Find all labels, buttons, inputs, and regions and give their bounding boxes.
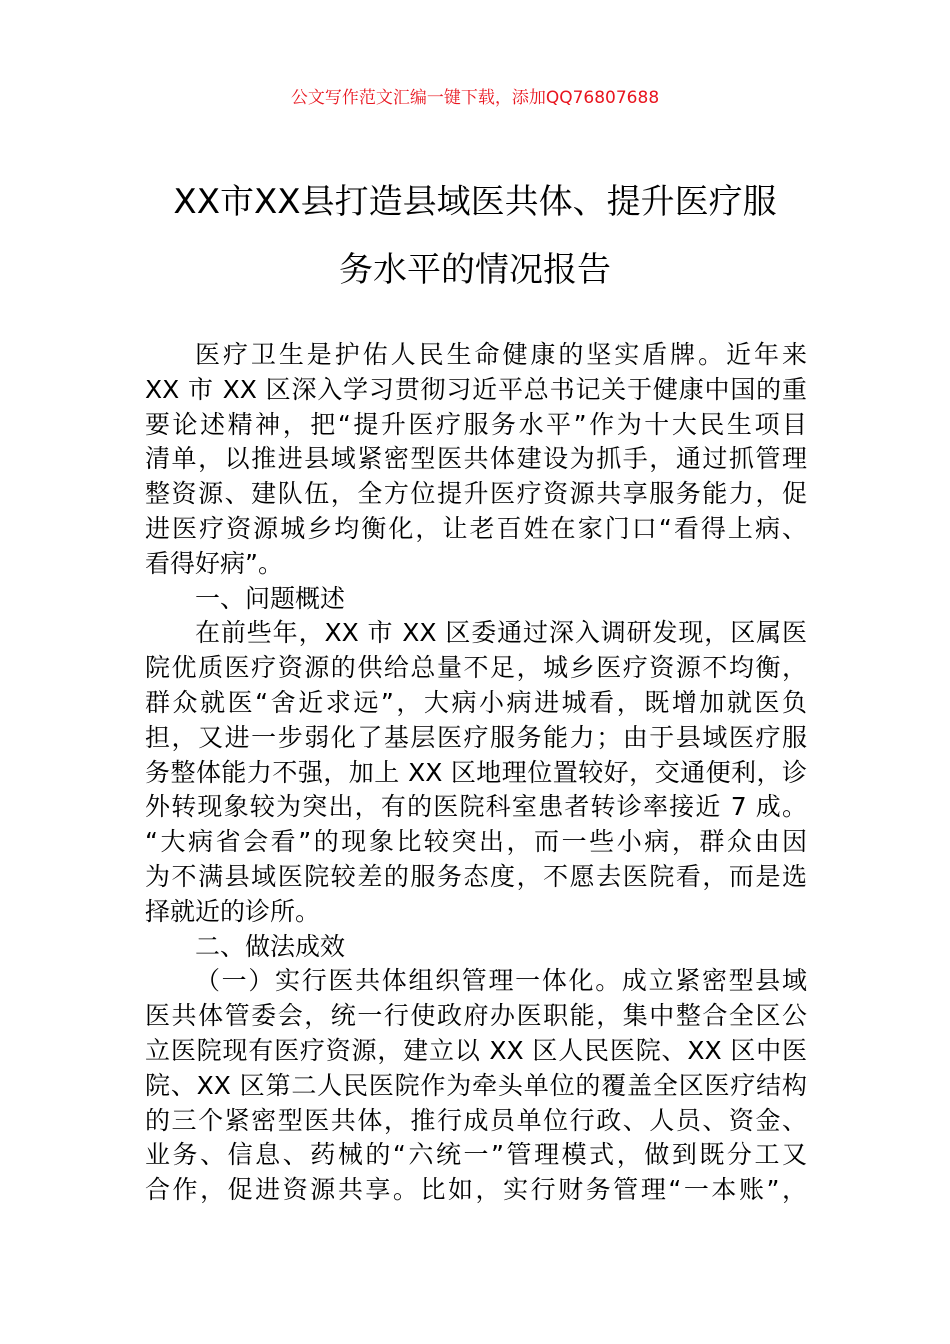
body-line: 务整体能力不强，加上 XX 区地理位置较好，交通便利，诊 <box>145 757 807 787</box>
document-title-line-2: 务水平的情况报告 <box>339 250 611 290</box>
body-line: 担，又进一步弱化了基层医疗服务能力；由于县域医疗服 <box>145 722 807 752</box>
body-line: 的三个紧密型医共体，推行成员单位行政、人员、资金、 <box>145 1105 807 1135</box>
body-line: 要论述精神，把“提升医疗服务水平”作为十大民生项目 <box>145 409 807 439</box>
body-line: 在前些年，XX 市 XX 区委通过深入调研发现，区属医 <box>195 618 807 648</box>
body-line: 院、XX 区第二人民医院作为牵头单位的覆盖全区医疗结构 <box>145 1070 807 1100</box>
body-line: 为不满县域医院较差的服务态度，不愿去医院看，而是选 <box>145 861 807 891</box>
body-line: 医疗卫生是护佑人民生命健康的坚实盾牌。近年来 <box>195 340 807 369</box>
document-title-line-1: XX市XX县打造县域医共体、提升医疗服 <box>173 182 777 222</box>
body-line: 进医疗资源城乡均衡化，让老百姓在家门口“看得上病、 <box>145 513 807 543</box>
body-line: XX 市 XX 区深入学习贯彻习近平总书记关于健康中国的重 <box>145 374 807 404</box>
body-line: 看得好病”。 <box>145 548 283 578</box>
body-line: 清单，以推进县域紧密型医共体建设为抓手，通过抓管理 <box>145 444 807 474</box>
download-banner[interactable]: 公文写作范文汇编一键下载，添加QQ76807688 <box>290 88 660 108</box>
section-heading-1: 一、问题概述 <box>195 583 346 613</box>
body-line: 合作，促进资源共享。比如，实行财务管理“一本账”， <box>145 1175 807 1205</box>
section-heading-2: 二、做法成效 <box>195 931 346 961</box>
body-line: 业务、信息、药械的“六统一”管理模式，做到既分工又 <box>145 1140 807 1170</box>
subsection-line: （一）实行医共体组织管理一体化。成立紧密型县域 <box>195 966 807 996</box>
body-line: 医共体管委会，统一行使政府办医职能，集中整合全区公 <box>145 1001 807 1031</box>
body-line: “大病省会看”的现象比较突出，而一些小病，群众由因 <box>145 827 807 857</box>
document-body <box>145 338 807 1208</box>
body-line: 外转现象较为突出，有的医院科室患者转诊率接近 7 成。 <box>145 792 807 822</box>
body-line: 整资源、建队伍，全方位提升医疗资源共享服务能力，促 <box>145 479 807 509</box>
body-line: 立医院现有医疗资源，建立以 XX 区人民医院、XX 区中医 <box>145 1035 807 1065</box>
body-line: 择就近的诊所。 <box>145 896 321 926</box>
body-line: 群众就医“舍近求远”，大病小病进城看，既增加就医负 <box>145 687 807 717</box>
body-line: 院优质医疗资源的供给总量不足，城乡医疗资源不均衡， <box>145 653 807 683</box>
